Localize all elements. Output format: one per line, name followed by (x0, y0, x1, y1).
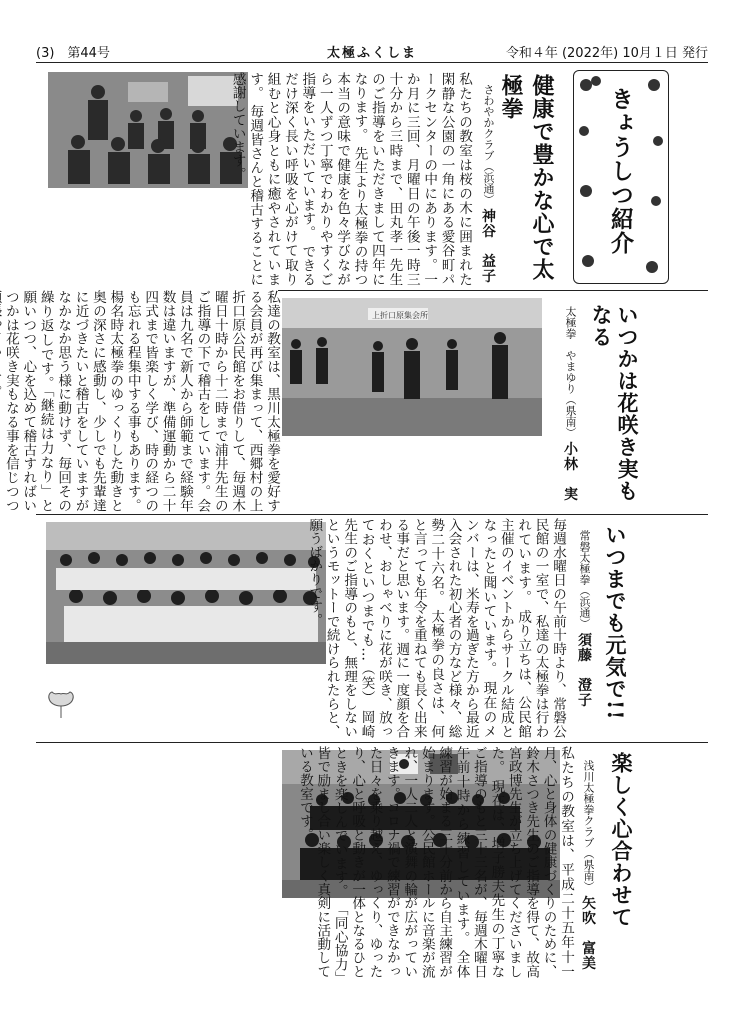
article-1-title: 健康で豊かな心で太極拳 (498, 74, 555, 281)
article-3-author: 須藤 澄子 (576, 632, 592, 708)
group-photo-joban (46, 522, 326, 664)
group-photo-sawayaka (48, 72, 248, 188)
practice-photo-yamayuri (282, 298, 542, 436)
page-header (36, 42, 708, 62)
article-3-text: 毎週水曜日の午前十時より、常磐公民館の一室で、私達の太極拳は行われています。 成り立ちは、公民館主催のイベントからサークル結成となったと聞いています。 現在のメンバーは、米寿を過ぎた方から最近入会された初心者の方など様々、総勢二十六名。 太極拳の良さは、何と言っても年令を重ねても長く出来る事だと思います。週に一度顔を合わせ、おしゃべりに花が咲き、放っておくといつまでも…（笑） 岡崎先生のご指導のもと、無理をしないというモットーで続けられたらと、願うばかりです。 (306, 518, 566, 738)
article-1-heading (498, 74, 558, 284)
article-1-byline (478, 84, 498, 284)
article-2-author: 小林 実 (562, 441, 578, 502)
article-4-author: 矢吹 富美 (580, 895, 596, 971)
divider-1 (278, 290, 708, 291)
article-3-club: 常磐太極拳 (578, 530, 591, 585)
issue-date: 令和４年 (2022年) 10月１日 発行 (505, 46, 708, 61)
article-3-area: （浜通） (578, 585, 591, 629)
newsletter-title: 太極ふくしま (326, 46, 417, 61)
article-2-title: いつかは花咲き実もなる (589, 304, 640, 502)
article-4-club: 浅川太極拳クラブ (582, 760, 595, 848)
article-4-title: 楽しく心合わせて (609, 752, 634, 928)
article-4-area: （県南） (582, 848, 595, 892)
article-2-byline (560, 306, 580, 506)
header-rule (36, 62, 708, 63)
issue-number: (3) 第44号 (36, 46, 110, 61)
divider-2 (36, 514, 708, 515)
article-1-author: 神谷 益子 (480, 208, 496, 284)
divider-3 (36, 742, 708, 743)
article-3-byline (574, 530, 594, 734)
corner-title-box (573, 70, 669, 284)
article-2-body: 私達の教室は、黒川太極拳を愛好する会員が再び集まって、西郷村の上折口原公民館をお借りして、毎週木曜日十時から十二時まで浦井先生のご指導の下で稽古をしています。会員は九名で新人から師範まで経験年数は違いますが、準備運動から二十四式まで皆楽しく学び、時の経つのも忘れる程集中する事もあります。楊名時太極拳のゆっくりした動きと奥の深さに感動し、少しでも先輩達に近づきたいと稽古をしていますがなかなか思う様に動けず、毎回その繰り返しです。「継続は力なり」と願いつつ、心を込めて稽古すればいつかは花咲き実もなる事を信じつつ (2, 290, 280, 512)
article-1-area: （浜通） (482, 161, 495, 205)
article-2-area: （県南） (564, 394, 577, 438)
article-4-body: 私たちの教室は、平成二十五年十一月、心と身体の健康づくりのために、鈴木さつき先生のご指導を得て、故高宮政博先生が立ち上げてくださいました。 現在は、増子勝夫先生の丁寧なご指導のもと三十三名が、毎週木曜日午前十時から練習しています。 全体練習が始まる三十分前から自主練習が始まります。公民館ホールに音楽が流れ、一人二人と演舞の輪が広がっていきます。コロナ禍で練習ができなかった日々を乗り越え、ゆっくり、ゆったり、心と呼吸と動きが一体となるひとときを楽しんでいます。 「同心協力」皆で励まし合い楽しく真剣に活動している教室です。 (296, 746, 574, 978)
ginkgo-leaf-icon (44, 690, 78, 720)
banner-text: 上折口原集会所 (372, 311, 428, 320)
article-3-body (306, 518, 566, 738)
article-1-club: さわやかクラブ (482, 84, 495, 161)
article-4-byline (578, 760, 598, 972)
article-2-club: 太極拳 やまゆり (564, 306, 577, 394)
article-1-body: 私たちの教室は桜の木に囲まれた閑静な公園の一角にある愛谷町パークセンターの中にあります。一か月に三回、月曜日の午後一時三十分から三時まで、田丸孝一先生のご指導をいただきまして四年になります。 先生より太極拳の持つ本当の意味で健康を色々学びながら一人ずつ丁寧でわかりやすくご指導をいただいています。 できるだけ深く長い呼吸を心がけて取り組むと心身ともに癒やされています。 毎週皆さんと稽古することに感謝しています。 (229, 72, 472, 286)
article-3-title: いつまでも元気で!! (603, 524, 628, 721)
corner-title: きょうしつ紹介 (607, 87, 634, 255)
